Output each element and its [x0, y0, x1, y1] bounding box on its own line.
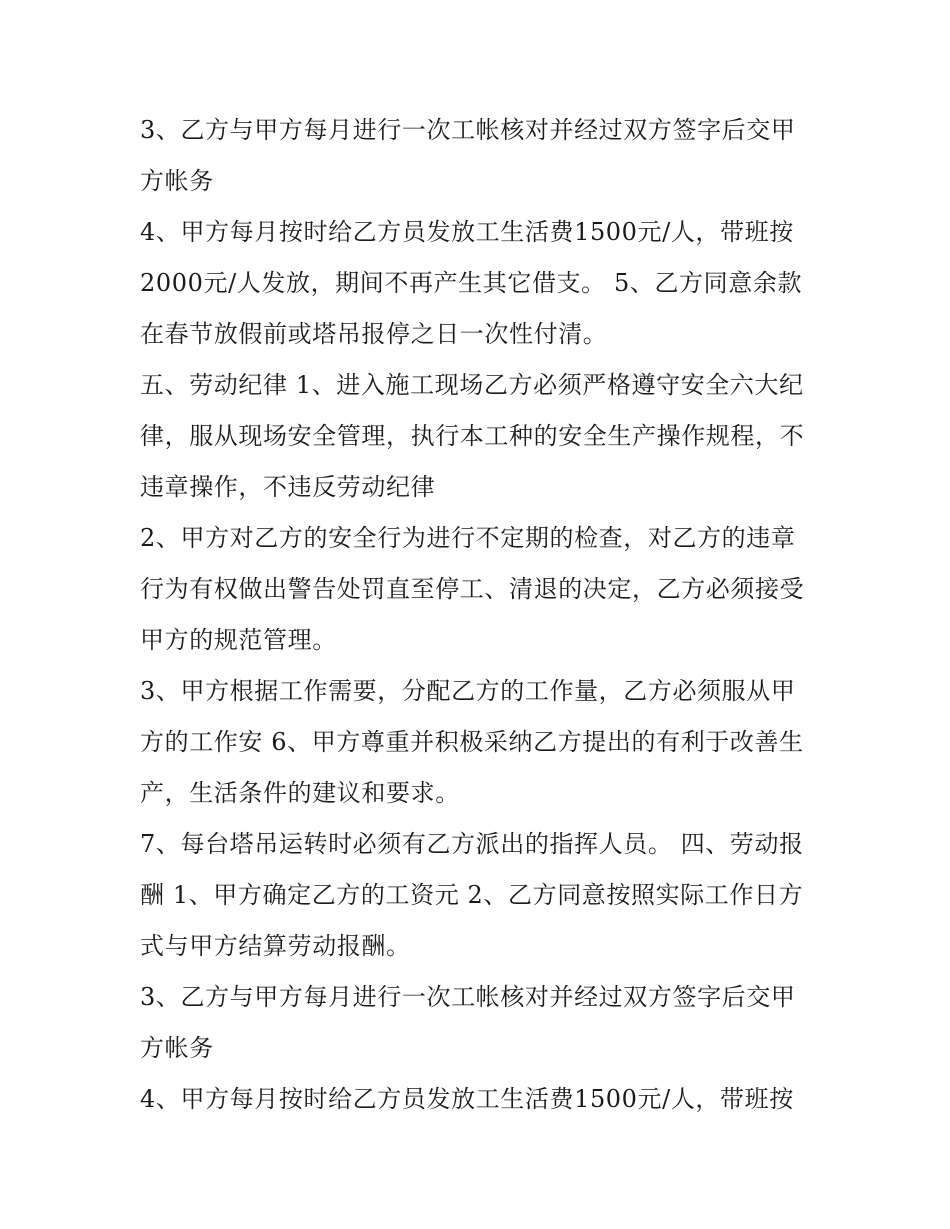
text-line: 7、每台塔吊运转时必须有乙方派出的指挥人员。 四、劳动报: [140, 830, 804, 858]
text-line: 行为有权做出警告处罚直至停工、清退的决定，乙方必须接受: [140, 575, 805, 603]
text-line: 五、劳动纪律 1、进入施工现场乙方必须严格遵守安全六大纪: [140, 371, 804, 399]
text-line: 3、乙方与甲方每月进行一次工帐核对并经过双方签字后交甲: [140, 983, 796, 1011]
text-line: 在春节放假前或塔吊报停之日一次性付清。: [140, 320, 608, 348]
paragraph: [140, 360, 820, 513]
text-line: 酬 1、甲方确定乙方的工资元 2、乙方同意按照实际工作日方: [140, 881, 804, 909]
document-body: [140, 105, 820, 1125]
text-line: 方帐务: [140, 167, 214, 195]
text-line: 4、甲方每月按时给乙方员发放工生活费1500元/人，带班按: [140, 1085, 794, 1113]
text-line: 方帐务: [140, 1034, 214, 1062]
text-line: 违章操作，不违反劳动纪律: [140, 473, 436, 501]
text-line: 4、甲方每月按时给乙方员发放工生活费1500元/人，带班按: [140, 218, 794, 246]
paragraph: [140, 105, 820, 207]
paragraph: [140, 819, 820, 972]
paragraph: [140, 1074, 820, 1125]
paragraph: [140, 207, 820, 360]
text-line: 2、甲方对乙方的安全行为进行不定期的检查，对乙方的违章: [140, 524, 796, 552]
paragraph: [140, 972, 820, 1074]
paragraph: [140, 513, 820, 666]
text-line: 式与甲方结算劳动报酬。: [140, 932, 411, 960]
text-line: 甲方的规范管理。: [140, 626, 337, 654]
text-line: 产，生活条件的建议和要求。: [140, 779, 460, 807]
text-line: 方的工作安 6、甲方尊重并积极采纳乙方提出的有利于改善生: [140, 728, 804, 756]
text-line: 3、甲方根据工作需要，分配乙方的工作量，乙方必须服从甲: [140, 677, 796, 705]
paragraph: [140, 666, 820, 819]
text-line: 律，服从现场安全管理，执行本工种的安全生产操作规程，不: [140, 422, 805, 450]
text-line: 3、乙方与甲方每月进行一次工帐核对并经过双方签字后交甲: [140, 116, 796, 144]
text-line: 2000元/人发放，期间不再产生其它借支。 5、乙方同意余款: [140, 269, 803, 297]
